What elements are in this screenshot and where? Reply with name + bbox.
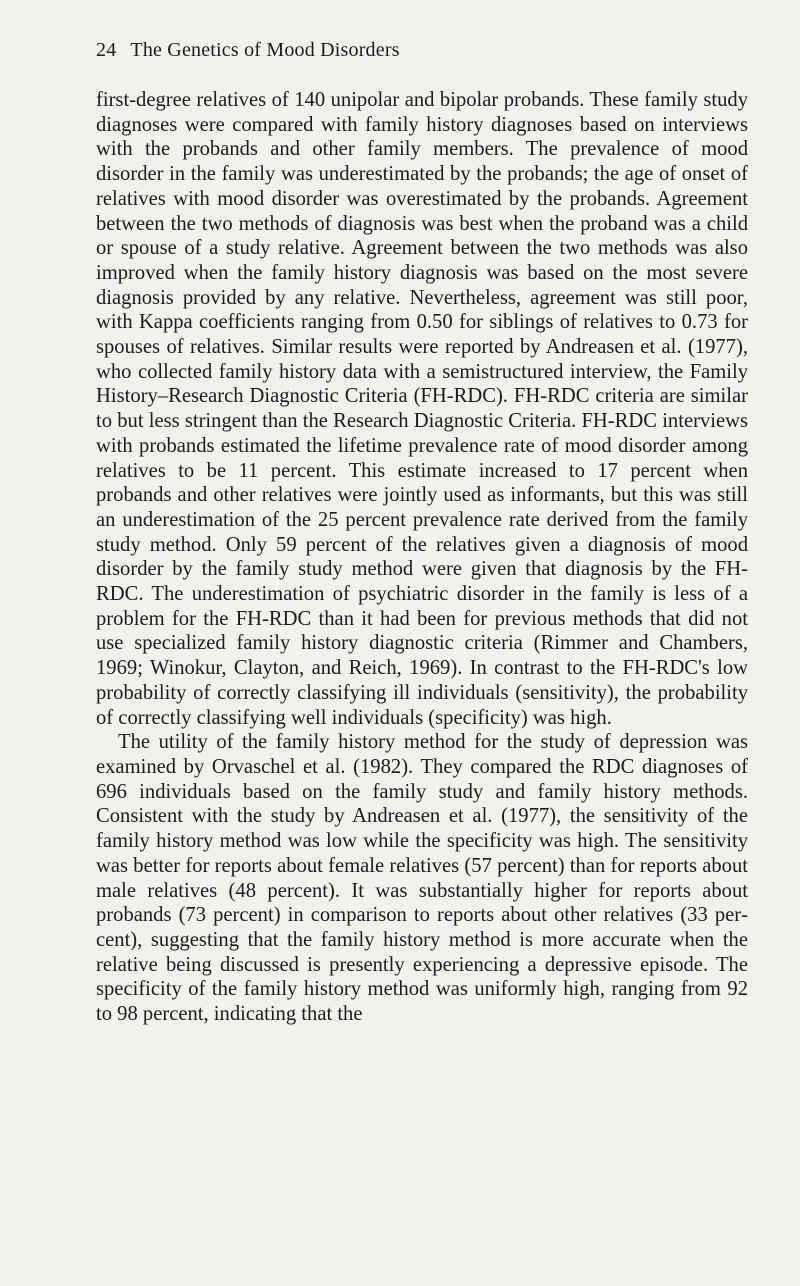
page-number: 24 [96,39,117,61]
body-text [96,88,748,1027]
running-title: The Genetics of Mood Disorders [130,39,400,61]
paragraph-orvaschel: The utility of the family history method for the study of depression was examined by Orvaschel et al. (1982). They compared the RDC diagnoses of 696 individuals based on the family study and family history methods. Consistent with the study by Andreasen et al. (1977), the sensitivity of the family history method was low while the specificity was high. The sensitivity was better for reports about female relatives (57 percent) than for reports about male relatives (48 percent). It was substantially higher for reports about probands (73 percent) in comparison to reports about other relatives (33 percent), suggesting that the family history method is more accurate when the relative being discussed is presently experiencing a depressive episode. The specificity of the family history method was uniformly high, ranging from 92 to 98 percent, indicating that the [96,731,748,1026]
paragraph-continued: first-degree relatives of 140 unipolar and bipolar probands. These family study diagnoses were compared with family history diagnoses based on interviews with the probands and other family members. The prevalence of mood disorder in the family was underestimated by the probands; the age of onset of relatives with mood disorder was overestimated by the probands. Agreement between the two methods of diagnosis was best when the proband was a child or spouse of a study relative. Agreement between the two methods was also improved when the family history diagnosis was based on the most severe diagnosis provided by any relative. Nevertheless, agreement was still poor, with Kappa coefficients ranging from 0.50 for siblings of relatives to 0.73 for spouses of relatives. Similar results were reported by Andreasen et al. (1977), who collected family history data with a semistructured interview, the Family History–Research Diagnostic Criteria (FH-RDC). FH-RDC criteria are similar to but less stringent than the Research Diagnostic Criteria. FH-RDC interviews with probands estimated the lifetime prevalence rate of mood disorder among relatives to be 11 percent. This estimate increased to 17 percent when probands and other relatives were jointly used as informants, but this was still an underestimation of the 25 percent prevalence rate derived from the family study method. Only 59 percent of the relatives given a diagnosis of mood disorder by the family study method were given that diagnosis by the FH-RDC. The underestimation of psychiatric disorder in the family is less of a problem for the FH-RDC than it had been for previous methods that did not use specialized family history diagnostic criteria (Rimmer and Chambers, 1969; Winokur, Clayton, and Reich, 1969). In contrast to the FH-RDC's low probability of correctly classifying ill individuals (sensitivity), the probability of correctly classifying well individuals (specificity) was high. [96,89,748,729]
running-header [96,38,736,62]
